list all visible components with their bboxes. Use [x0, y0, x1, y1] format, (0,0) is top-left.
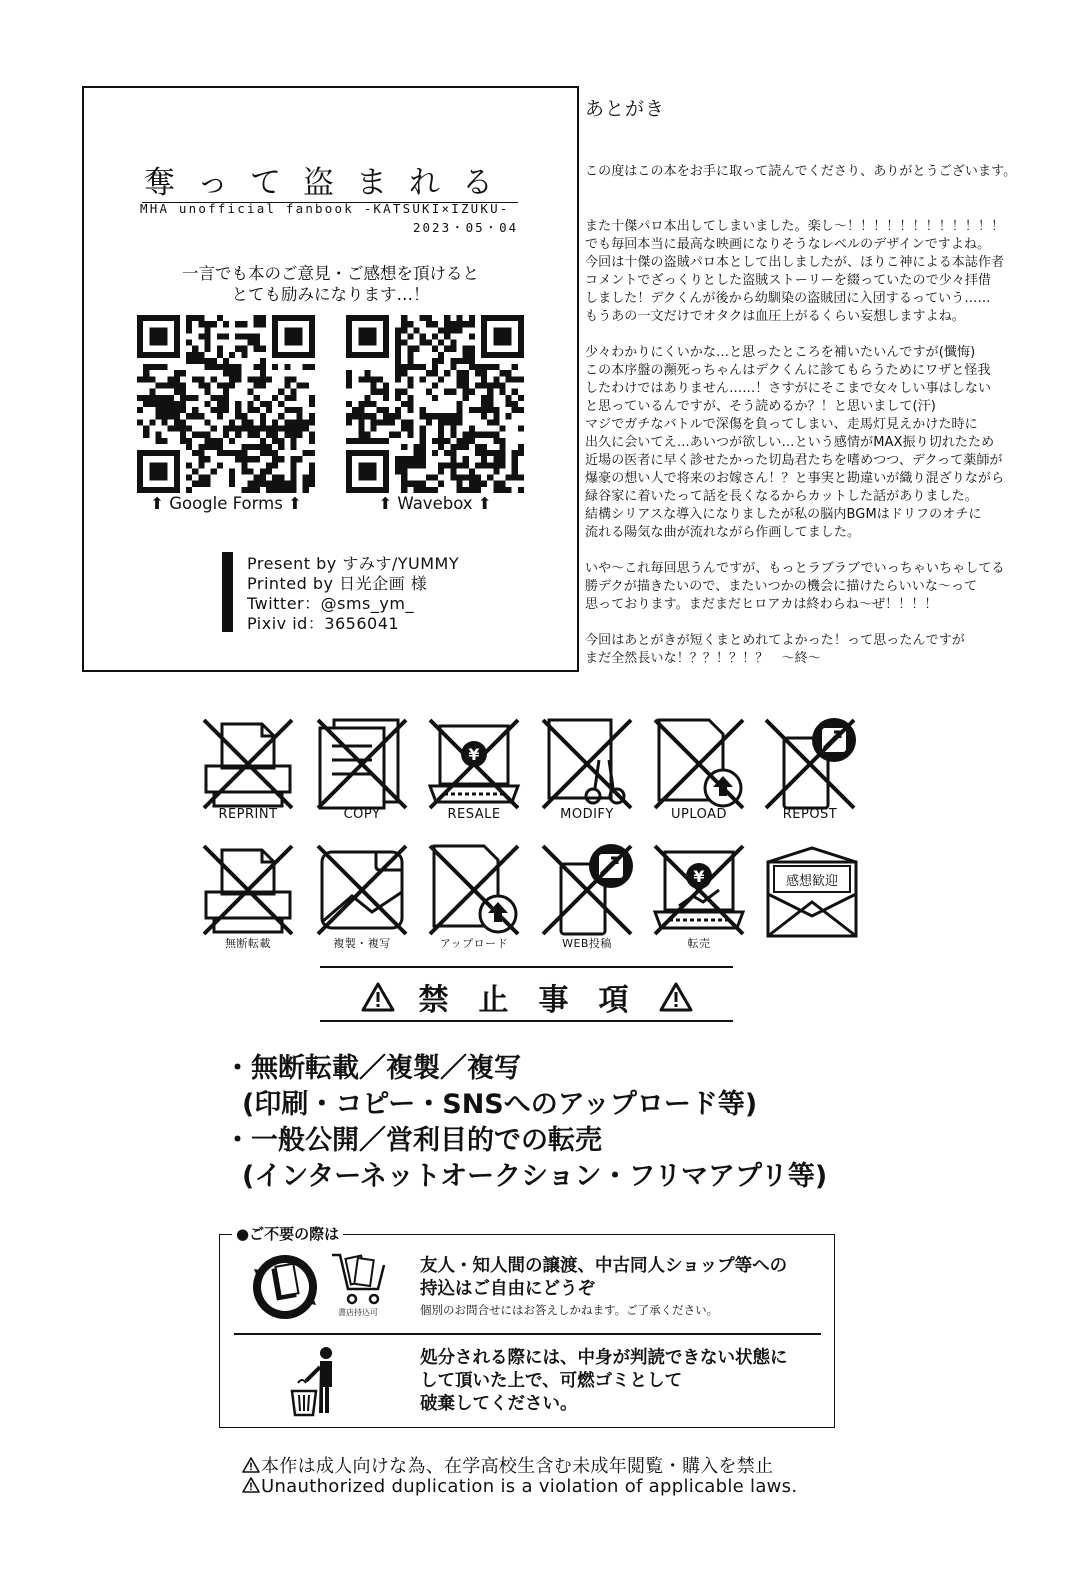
give-away-text-2: 持込はご自由にどうぞ [420, 1279, 595, 1299]
printer-icon [200, 716, 296, 812]
svg-text:¥: ¥ [693, 867, 705, 886]
afterword-line: コメントでざっくりとした盗賊ストーリーを綴っていたので少々拝借 [585, 273, 992, 288]
icon-label: 転売 [687, 937, 711, 950]
wavebox-label: ⬆ Wavebox ⬆ [378, 494, 492, 513]
store-label: 書店持込可 [338, 1308, 378, 1317]
icon-label: REPOST [782, 807, 838, 822]
warning-icon [361, 982, 395, 1012]
colophon-box [82, 86, 579, 672]
age-restriction-text: 本作は成人向けな為、在学高校生含む未成年閲覧・購入を禁止 [261, 1456, 774, 1477]
afterword-line: 出久に会いてえ…あいつが欲しい…という感情がMAX振り切れたため [585, 435, 995, 450]
afterword-line: と思っているんですが、そう読めるか？！と思いまして(汗) [585, 399, 936, 414]
icon-label: REPRINT [218, 807, 278, 822]
qr-modules [137, 315, 315, 493]
feedback-request-line-2: とても励みになります…！ [231, 285, 430, 304]
envelope-icon [764, 846, 860, 942]
scissors-document-icon [539, 716, 635, 812]
copyright-notice [242, 1476, 797, 1497]
afterword-line: 近場の医者に早く診せたかった切島君たちを嗜めつつ、デクって薬師が [585, 453, 1003, 468]
afterword-line: しました！デクくんが後から幼馴染の盗賊団に入団するっていう…… [585, 291, 991, 306]
afterword-line: でも毎回本当に最高な映画になりそうなレベルのデザインですよね。 [585, 237, 991, 252]
divider [320, 1020, 733, 1022]
age-restriction-notice [242, 1452, 773, 1478]
afterword-line: いや〜これ毎回思うんですが、もっとラブラブでいっちゃいちゃしてる [585, 561, 1005, 576]
no-resale-item [426, 716, 522, 828]
no-repost-item [762, 716, 858, 828]
no-upload-jp-item [426, 842, 522, 954]
qr-modules [346, 315, 524, 493]
afterword-line: 思っております。まだまだヒロアカは終わらね〜ぜ！！！！ [585, 597, 938, 612]
shopping-cart-books-icon [330, 1249, 386, 1307]
afterword-line: 勝デクが描きたいので、またいつかの機会に描けたらいいな〜って [585, 579, 978, 594]
afterword-line: 緑谷家に着いたって話を長くなるからカットした話がありました。 [585, 489, 978, 504]
wavebox-qr-code[interactable] [346, 315, 524, 493]
afterword-line: マジでガチなバトルで深傷を負ってしまい、走馬灯見えかけた時に [585, 417, 978, 432]
phone-repost-icon [762, 716, 858, 812]
icon-label: UPLOAD [670, 807, 728, 822]
afterword-line: 今回は十傑の盗賊パロ本として出しましたが、ほりこ神による本誌作者 [585, 255, 1005, 270]
divider [234, 1333, 821, 1335]
icon-label: MODIFY [560, 807, 614, 822]
prohibited-rule-2-detail: (インターネットオークション・フリマアプリ等) [242, 1161, 828, 1192]
credit-bar [222, 552, 233, 632]
afterword-line: まだ全然長いな！？？！？！？ 〜終〜 [585, 651, 821, 666]
afterword-title: あとがき [585, 98, 666, 120]
no-web-posting-item [539, 842, 635, 954]
divider [320, 966, 733, 968]
no-duplication-item [314, 842, 410, 954]
give-away-note: 個別のお問合せにはお答えしかねます。ご了承ください。 [420, 1303, 719, 1317]
credit-present: Present by すみす/YUMMY [247, 554, 460, 573]
feedback-request-line-1: 一言でも本のご意見・ご感想を頂けると [182, 264, 479, 283]
no-copy-item [314, 716, 410, 828]
printer-icon [200, 842, 296, 938]
dispose-text-2: して頂いた上で、可燃ゴミとして [420, 1371, 683, 1391]
afterword-line: もうあの一文だけでオタクは血圧上がるくらい妄想しますよね。 [585, 309, 965, 324]
icon-label: アップロード [439, 937, 509, 950]
credit-pixiv: Pixiv id：3656041 [247, 614, 400, 633]
credit-twitter: Twitter：@sms_ym_ [247, 594, 414, 613]
google-forms-label: ⬆ Google Forms ⬆ [150, 494, 302, 513]
laptop-yen-icon [651, 842, 747, 938]
prohibited-rule-2: ・一般公開／営利目的での転売 [224, 1125, 602, 1156]
icon-label: COPY [343, 807, 381, 822]
icon-label: 複製・複写 [333, 937, 391, 950]
dispose-text-3: 破棄してください。 [420, 1394, 578, 1414]
envelope-label: 感想歓迎 [785, 874, 839, 889]
prohibited-rule-1: ・無断転載／複製／複写 [224, 1053, 521, 1084]
laptop-yen-icon [426, 716, 522, 812]
book-subtitle: MHA unofficial fanbook -KATSUKI×IZUKU- [140, 201, 510, 216]
dispose-text-1: 処分される際には、中身が判読できない状態に [420, 1348, 788, 1368]
no-reprint-item [200, 716, 296, 828]
no-resale-jp-item [651, 842, 747, 954]
trash-disposal-icon [290, 1345, 342, 1417]
afterword-line: したわけではありません……！さすがにそこまで女々しい事はしない [585, 381, 992, 396]
book-title: 奪って盗まれる [142, 164, 518, 203]
icon-label: RESALE [447, 807, 501, 822]
afterword-line: 今回はあとがきが短くまとめれてよかった！って思ったんですが [585, 633, 965, 648]
disposal-title: ●ご不要の際は [232, 1223, 343, 1244]
warning-icon [242, 1477, 260, 1493]
afterword-line: 結構シリアスな導入になりましたが私の脳内BGMはドリフのオチに [585, 507, 982, 522]
prohibited-heading [320, 975, 733, 1019]
icon-label: 無断転載 [225, 937, 271, 950]
feedback-welcome-item [764, 846, 860, 958]
disposal-box [219, 1225, 835, 1428]
copy-document-icon [314, 716, 410, 812]
warning-icon [242, 1457, 260, 1473]
book-date: 2023・05・04 [413, 220, 519, 235]
credit-printed: Printed by 日光企画 様 [247, 574, 428, 593]
photo-copy-icon [314, 842, 410, 938]
give-away-text-1: 友人・知人間の譲渡、中古同人ショップ等への [420, 1256, 788, 1276]
upload-document-icon [426, 842, 522, 938]
google-forms-qr-code[interactable] [137, 315, 315, 493]
no-upload-item [651, 716, 747, 828]
recycle-books-icon [250, 1249, 320, 1321]
afterword-line: 爆豪の想い人で将来のお嫁さん！？と事実と勘違いが織り混ざりながら [585, 471, 1005, 486]
copyright-text: Unauthorized duplication is a violation of applicable laws. [261, 1476, 798, 1497]
afterword-line: この度はこの本をお手に取って読んでくださり、ありがとうございます。 [585, 164, 1017, 179]
prohibited-heading-text: 禁止事項 [418, 983, 659, 1018]
afterword-line: この本序盤の瀕死っちゃんはデクくんに診てもらうためにワザと怪我 [585, 363, 991, 378]
no-modify-item [539, 716, 635, 828]
afterword-line: 流れる陽気な曲が流れながら作画してました。 [585, 525, 861, 540]
phone-repost-icon [539, 842, 635, 938]
icon-label: WEB投稿 [562, 937, 612, 950]
prohibited-rule-1-detail: (印刷・コピー・SNSへのアップロード等) [242, 1089, 758, 1120]
afterword-line: また十傑パロ本出してしまいました。楽し〜！！！！！！！！！！！！ [585, 219, 1005, 234]
warning-icon [659, 982, 693, 1012]
upload-document-icon [651, 716, 747, 812]
no-unauthorized-reprint-item [200, 842, 296, 954]
afterword-line: 少々わかりにくいかな…と思ったところを補いたいんですが(懺悔) [585, 345, 976, 360]
svg-text:¥: ¥ [468, 745, 480, 764]
